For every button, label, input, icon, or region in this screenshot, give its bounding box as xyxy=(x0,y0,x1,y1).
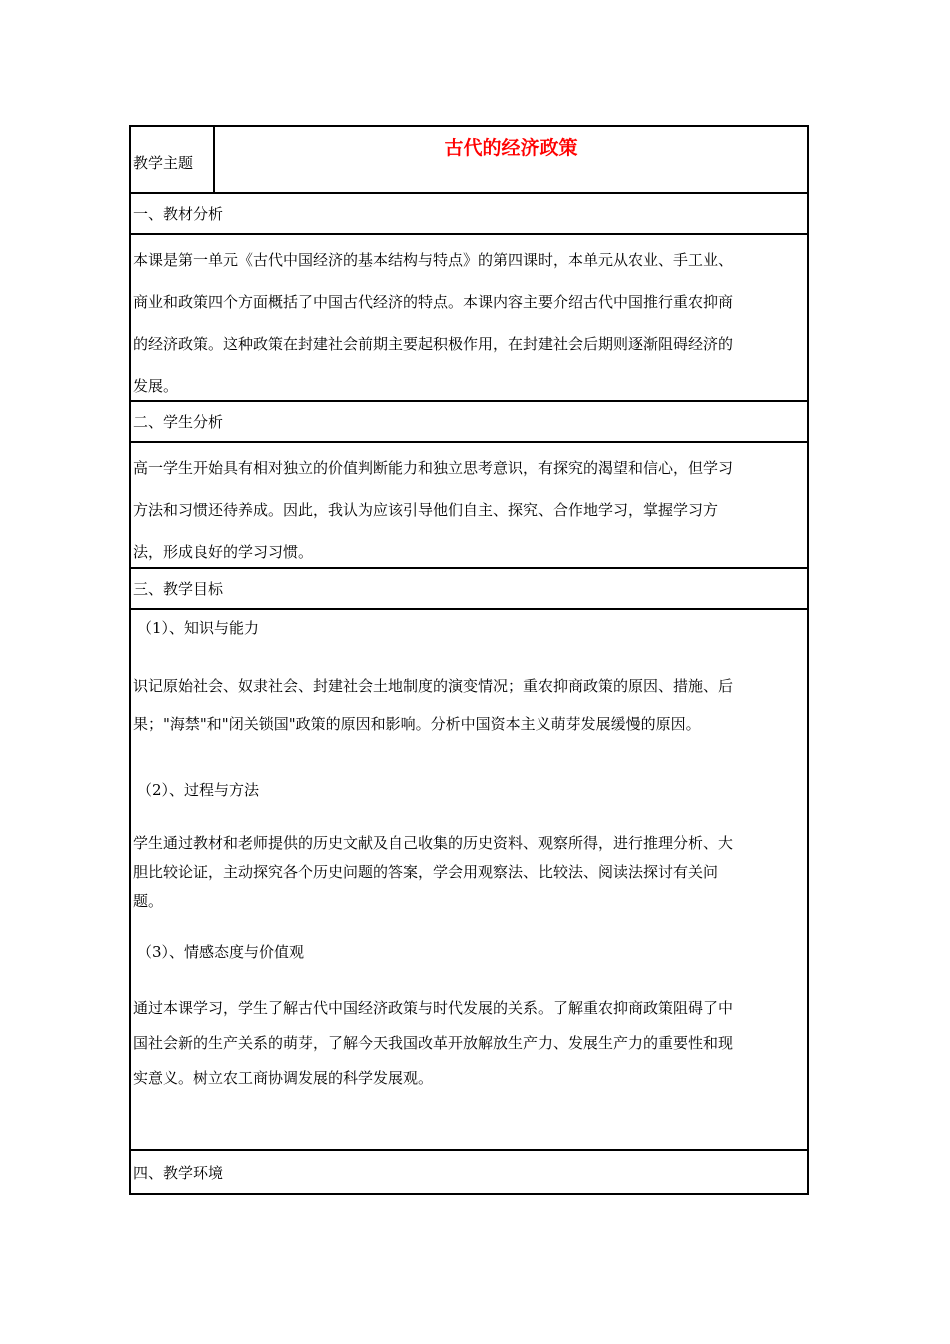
goal-line: 实意义。树立农工商协调发展的科学发展观。 xyxy=(133,1069,434,1087)
analysis-line: 本课是第一单元《古代中国经济的基本结构与特点》的第四课时，本单元从农业、手工业、 xyxy=(133,251,734,269)
title-row xyxy=(131,127,807,194)
goal-line: 题。 xyxy=(133,892,164,910)
goal-line: 通过本课学习，学生了解古代中国经济政策与时代发展的关系。了解重农抑商政策阻碍了中 xyxy=(133,999,734,1017)
topic-label: 教学主题 xyxy=(131,127,215,192)
goal-subheading-values: （3）、情感态度与价值观 xyxy=(137,943,305,961)
students-line: 方法和习惯还待养成。因此，我认为应该引导他们自主、探究、合作地学习，掌握学习方 xyxy=(133,501,719,519)
goal-line: 果；"海禁"和"闭关锁国"政策的原因和影响。分析中国资本主义萌芽发展缓慢的原因。 xyxy=(133,715,701,733)
students-paragraph xyxy=(131,443,807,569)
goal-subheading-knowledge: （1）、知识与能力 xyxy=(137,619,260,637)
analysis-paragraph xyxy=(131,235,807,402)
analysis-line: 的经济政策。这种政策在封建社会前期主要起积极作用，在封建社会后期则逐渐阻碍经济的 xyxy=(133,335,734,353)
goal-line: 识记原始社会、奴隶社会、封建社会土地制度的演变情况；重农抑商政策的原因、措施、后 xyxy=(133,677,734,695)
analysis-line: 发展。 xyxy=(133,377,179,395)
goal-paragraph-process xyxy=(133,829,805,916)
analysis-line: 商业和政策四个方面概括了中国古代经济的特点。本课内容主要介绍古代中国推行重农抑商 xyxy=(133,293,734,311)
goal-line: 国社会新的生产关系的萌芽，了解今天我国改革开放解放生产力、发展生产力的重要性和现 xyxy=(133,1034,734,1052)
section-heading-students: 二、学生分析 xyxy=(131,402,807,443)
goal-subheading-process: （2）、过程与方法 xyxy=(137,781,260,799)
goal-line: 学生通过教材和老师提供的历史文献及自己收集的历史资料、观察所得，进行推理分析、大 xyxy=(133,834,734,852)
section-heading-analysis: 一、教材分析 xyxy=(131,194,807,235)
goal-line: 胆比较论证，主动探究各个历史问题的答案，学会用观察法、比较法、阅读法探讨有关问 xyxy=(133,863,719,881)
students-line: 法，形成良好的学习习惯。 xyxy=(133,543,314,561)
lesson-plan-table xyxy=(129,125,809,1195)
section-heading-environment: 四、教学环境 xyxy=(133,1163,224,1182)
page-title: 古代的经济政策 xyxy=(444,137,578,159)
goal-paragraph-values xyxy=(133,991,805,1096)
goal-paragraph-knowledge xyxy=(133,667,805,743)
students-line: 高一学生开始具有相对独立的价值判断能力和独立思考意识，有探究的渴望和信心，但学习 xyxy=(133,459,734,477)
goals-content xyxy=(131,610,807,1151)
section-heading-goals: 三、教学目标 xyxy=(131,569,807,610)
